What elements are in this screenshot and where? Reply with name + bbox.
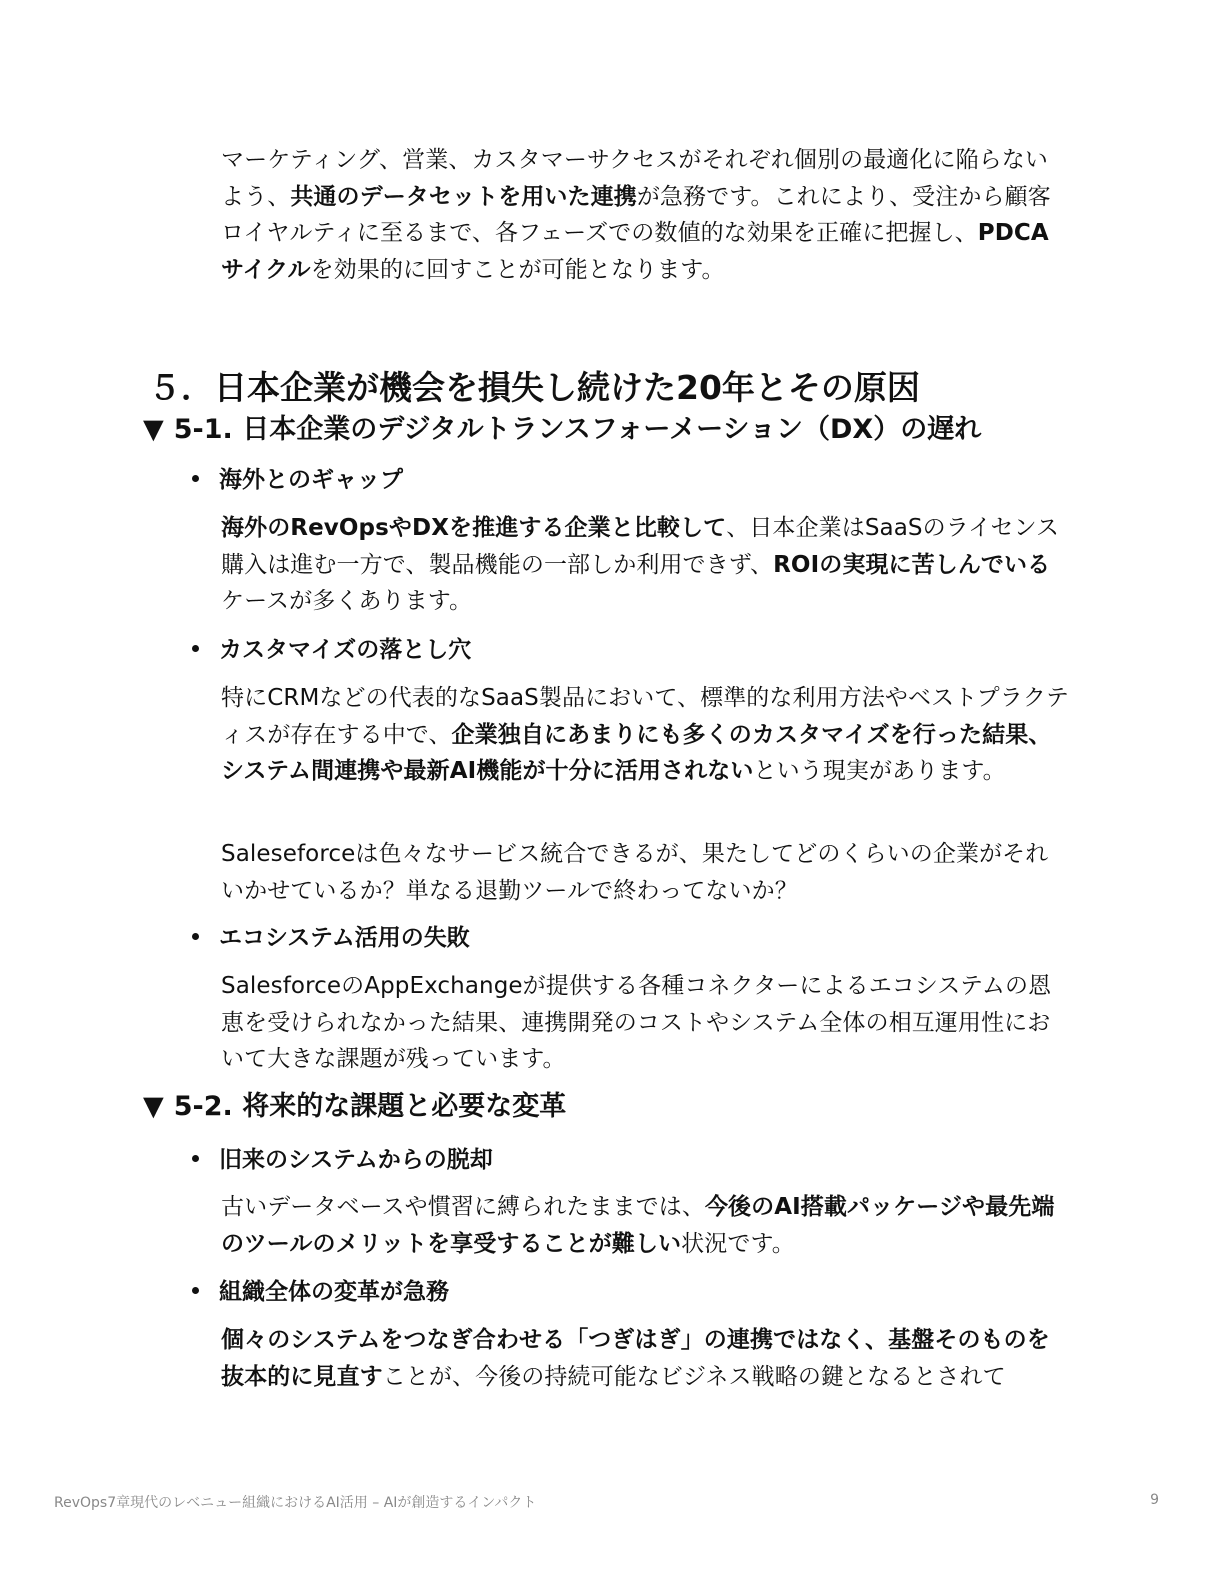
legacy-paragraph [221, 1189, 1071, 1262]
section-5-heading: ５．日本企業が機会を損失し続けた20年とその原因 [148, 368, 920, 407]
bullet-customize-pitfall [192, 634, 471, 666]
text-normal: 、日本企業はSaaSのライセンス購入は進む一方で、製品機能の一部しか利用できず、 [221, 515, 1060, 578]
bullet-org-transformation [192, 1276, 449, 1308]
bullet-legacy-exit [192, 1144, 493, 1176]
toggle-triangle-icon[interactable]: ▼ [143, 1091, 164, 1122]
text-bold: 企業独自にあまりにも多くのカスタマイズを行った結果、システム間連携や最新AI機能が十分に活用されない [221, 721, 1052, 784]
bullet-dot-icon [192, 645, 199, 652]
text-bold: 個々のシステムをつなぎ合わせる「つぎはぎ」の連携ではなく、基盤そのものを抜本的に見直す [221, 1327, 1050, 1390]
text-normal: 古いデータベースや慣習に縛られたままでは、 [221, 1194, 705, 1220]
intro-bold-1: 共通のデータセットを用いた連携 [290, 183, 637, 210]
bullet-label: エコシステム活用の失敗 [219, 925, 470, 951]
section-5-1-title: 5-1. 日本企業のデジタルトランスフォーメーション（DX）の遅れ [173, 414, 982, 445]
section-5-2-heading[interactable] [143, 1089, 566, 1125]
text-normal: という現実があります。 [753, 758, 1006, 784]
bullet-label: 海外とのギャップ [219, 467, 403, 493]
overseas-gap-paragraph [221, 510, 1071, 620]
bullet-dot-icon [192, 933, 199, 940]
text-bold: 海外のRevOpsやDXを推進する企業と比較して [221, 515, 727, 541]
ecosystem-paragraph: SalesforceのAppExchangeが提供する各種コネクターによるエコシステムの恩恵を受けられなかった結果、連携開発のコストやシステム全体の相互運用性において大きな課題が残っています。 [221, 973, 1052, 1072]
bullet-dot-icon [192, 1287, 199, 1294]
text-normal: ことが、今後の持続可能なビジネス戦略の鍵となるとされて [382, 1363, 1006, 1390]
bullet-ecosystem-failure [192, 922, 470, 954]
text-normal: 状況です。 [681, 1230, 795, 1257]
customize-paragraph-2: Saleseforceは色々なサービス統合できるが、果たしてどのくらいの企業がそれいかせているか？単なる退勤ツールで終わってないか？ [221, 841, 1049, 904]
intro-text-1: マーケティング、営業、カスタマーサクセスがそれぞれ個別の最適化に陥らないよう、 [221, 147, 1048, 210]
bullet-label: 旧来のシステムからの脱却 [219, 1147, 493, 1173]
customize-paragraph-1 [221, 680, 1071, 790]
text-normal: 特にCRMなどの代表的なSaaS製品において、標準的な利用方法やベストプラクティスが存在する中で、 [221, 685, 1070, 748]
text-normal: ケースが多くあります。 [221, 588, 473, 614]
bullet-dot-icon [192, 475, 199, 482]
toggle-triangle-icon[interactable]: ▼ [143, 414, 164, 445]
text-bold: ROIの実現に苦しんでいる [773, 551, 1051, 578]
page-number: 9 [1150, 1492, 1159, 1508]
bullet-label: カスタマイズの落とし穴 [219, 637, 472, 663]
intro-text-2: が急務です。これにより、受注から顧客ロイヤルティに至るまで、各フェーズでの数値的な効果を正確に把握し、 [221, 183, 1051, 246]
bullet-label: 組織全体の変革が急務 [219, 1279, 449, 1305]
bullet-dot-icon [192, 1155, 199, 1162]
section-5-1-heading[interactable] [143, 412, 981, 448]
intro-bold-2: PDCAサイクル [221, 220, 1049, 283]
intro-paragraph [221, 142, 1071, 288]
text-bold: 今後のAI搭載パッケージや最先端のツールのメリットを享受することが難しい [221, 1194, 1055, 1257]
section-5-2-title: 5-2. 将来的な課題と必要な変革 [173, 1091, 567, 1122]
bullet-overseas-gap [192, 464, 403, 496]
footer-title: RevOps7章現代のレベニュー組織におけるAI活用 – AIが創造するインパクト [54, 1495, 537, 1511]
org-paragraph [221, 1322, 1071, 1395]
intro-text-3: を効果的に回すことが可能となります。 [310, 256, 725, 283]
